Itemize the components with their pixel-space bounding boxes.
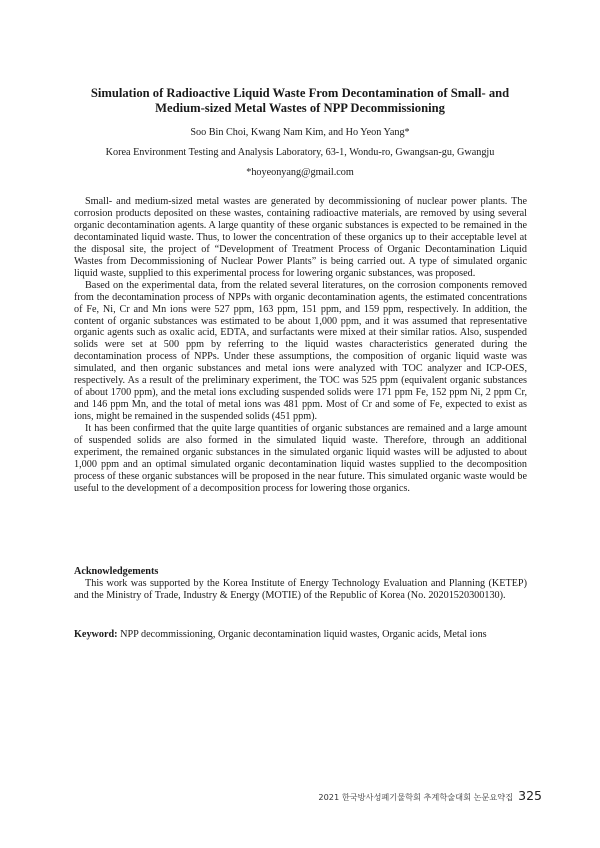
paper-title <box>60 86 540 116</box>
paper-title-line-1: Simulation of Radioactive Liquid Waste From Decontamination of Small- and <box>90 86 510 100</box>
abstract-body <box>74 196 527 495</box>
affiliation: Korea Environment Testing and Analysis Laboratory, 63-1, Wondu-ro, Gwangsan-gu, Gwangju <box>105 147 495 158</box>
keywords-label: Keyword: <box>74 629 118 640</box>
abstract-paragraph-1: Small- and medium-sized metal wastes are generated by decommissioning of nuclear power plants. The corrosion products deposited on these wastes, containing radioactive materials, are removed by using several organic decontamination agents. A large quantity of these organic substances is expected to be remained in the decontaminated liquid waste. Thus, to lower the concentration of these organics up to their acceptable level at the disposal site, the project of “Development of Treatment Process of Organic Decontamination Liquid Wastes from Decommissioning of Nuclear Power Plants” is being carried out. A type of simulated organic liquid waste, supplied to this experimental process for lowering organic substances, was proposed. <box>74 196 527 279</box>
abstract-paragraph-2: Based on the experimental data, from the related several literatures, on the corrosion components removed from the decontamination process of NPPs with organic decontamination agents, the estimated concentrations of Fe, Ni, Cr and Mn ions were 527 ppm, 163 ppm, 151 ppm, and 159 ppm, respectively. In addition, the content of organic substances was estimated to be about 1,000 ppm, and it was assumed that representative organic agents such as oxalic acid, EDTA, and surfactants were mixed at their similar ratios. Also, suspended solids were set at 500 ppm by referring to the liquid wastes characteristics generated during the decontamination process of NPPs. Under these assumptions, the composition of organic liquid waste was simulated, and then organic substances and metal ions were analyzed with TOC analyzer and ICP-OES, respectively. As a result of the preliminary experiment, the TOC was 525 ppm (equivalent organic substances of about 1700 ppm), and the metal ions excluding suspended solids were 171 ppm Fe, 152 ppm Ni, 2 ppm Cr, and 146 ppm Mn, and the total of metal ions was 481 ppm. Most of Cr and some of Fe, expected to exist as ions, might be remained in the suspended solids (451 ppm). <box>74 279 527 423</box>
paper-title-line-2: Medium-sized Metal Wastes of NPP Decommissioning <box>155 101 445 115</box>
acknowledgements-text: This work was supported by the Korea Institute of Energy Technology Evaluation and Planning (KETEP) and the Ministry of Trade, Industry & Energy (MOTIE) of the Republic of Korea (No. 20201520300130). <box>74 578 527 601</box>
corresponding-email: *hoyeonyang@gmail.com <box>246 167 354 178</box>
keywords-text: NPP decommissioning, Organic decontamination liquid wastes, Organic acids, Metal ions <box>120 629 487 640</box>
page-number: 325 <box>518 788 542 803</box>
acknowledgements-heading: Acknowledgements <box>74 566 159 577</box>
author-list: Soo Bin Choi, Kwang Nam Kim, and Ho Yeon Yang* <box>190 127 410 138</box>
abstract-paragraph-3: It has been confirmed that the quite large quantities of organic substances are remained and a large amount of suspended solids are also formed in the simulated liquid waste. Therefore, through an additional experiment, the remained organic substances in the simulated organic liquid wastes will be adjusted to about 1,000 ppm and an optimal simulated organic decontamination liquid wastes supplied to the decomposition process of these organic substances will be proposed in the near future. This simulated organic waste would be useful to the development of a decomposition process for lowering those organics. <box>74 423 527 494</box>
conference-name: 2021 한국방사성폐기물학회 추계학술대회 논문요약집 <box>318 792 514 802</box>
keywords-line <box>74 629 527 641</box>
page-footer <box>318 788 542 803</box>
